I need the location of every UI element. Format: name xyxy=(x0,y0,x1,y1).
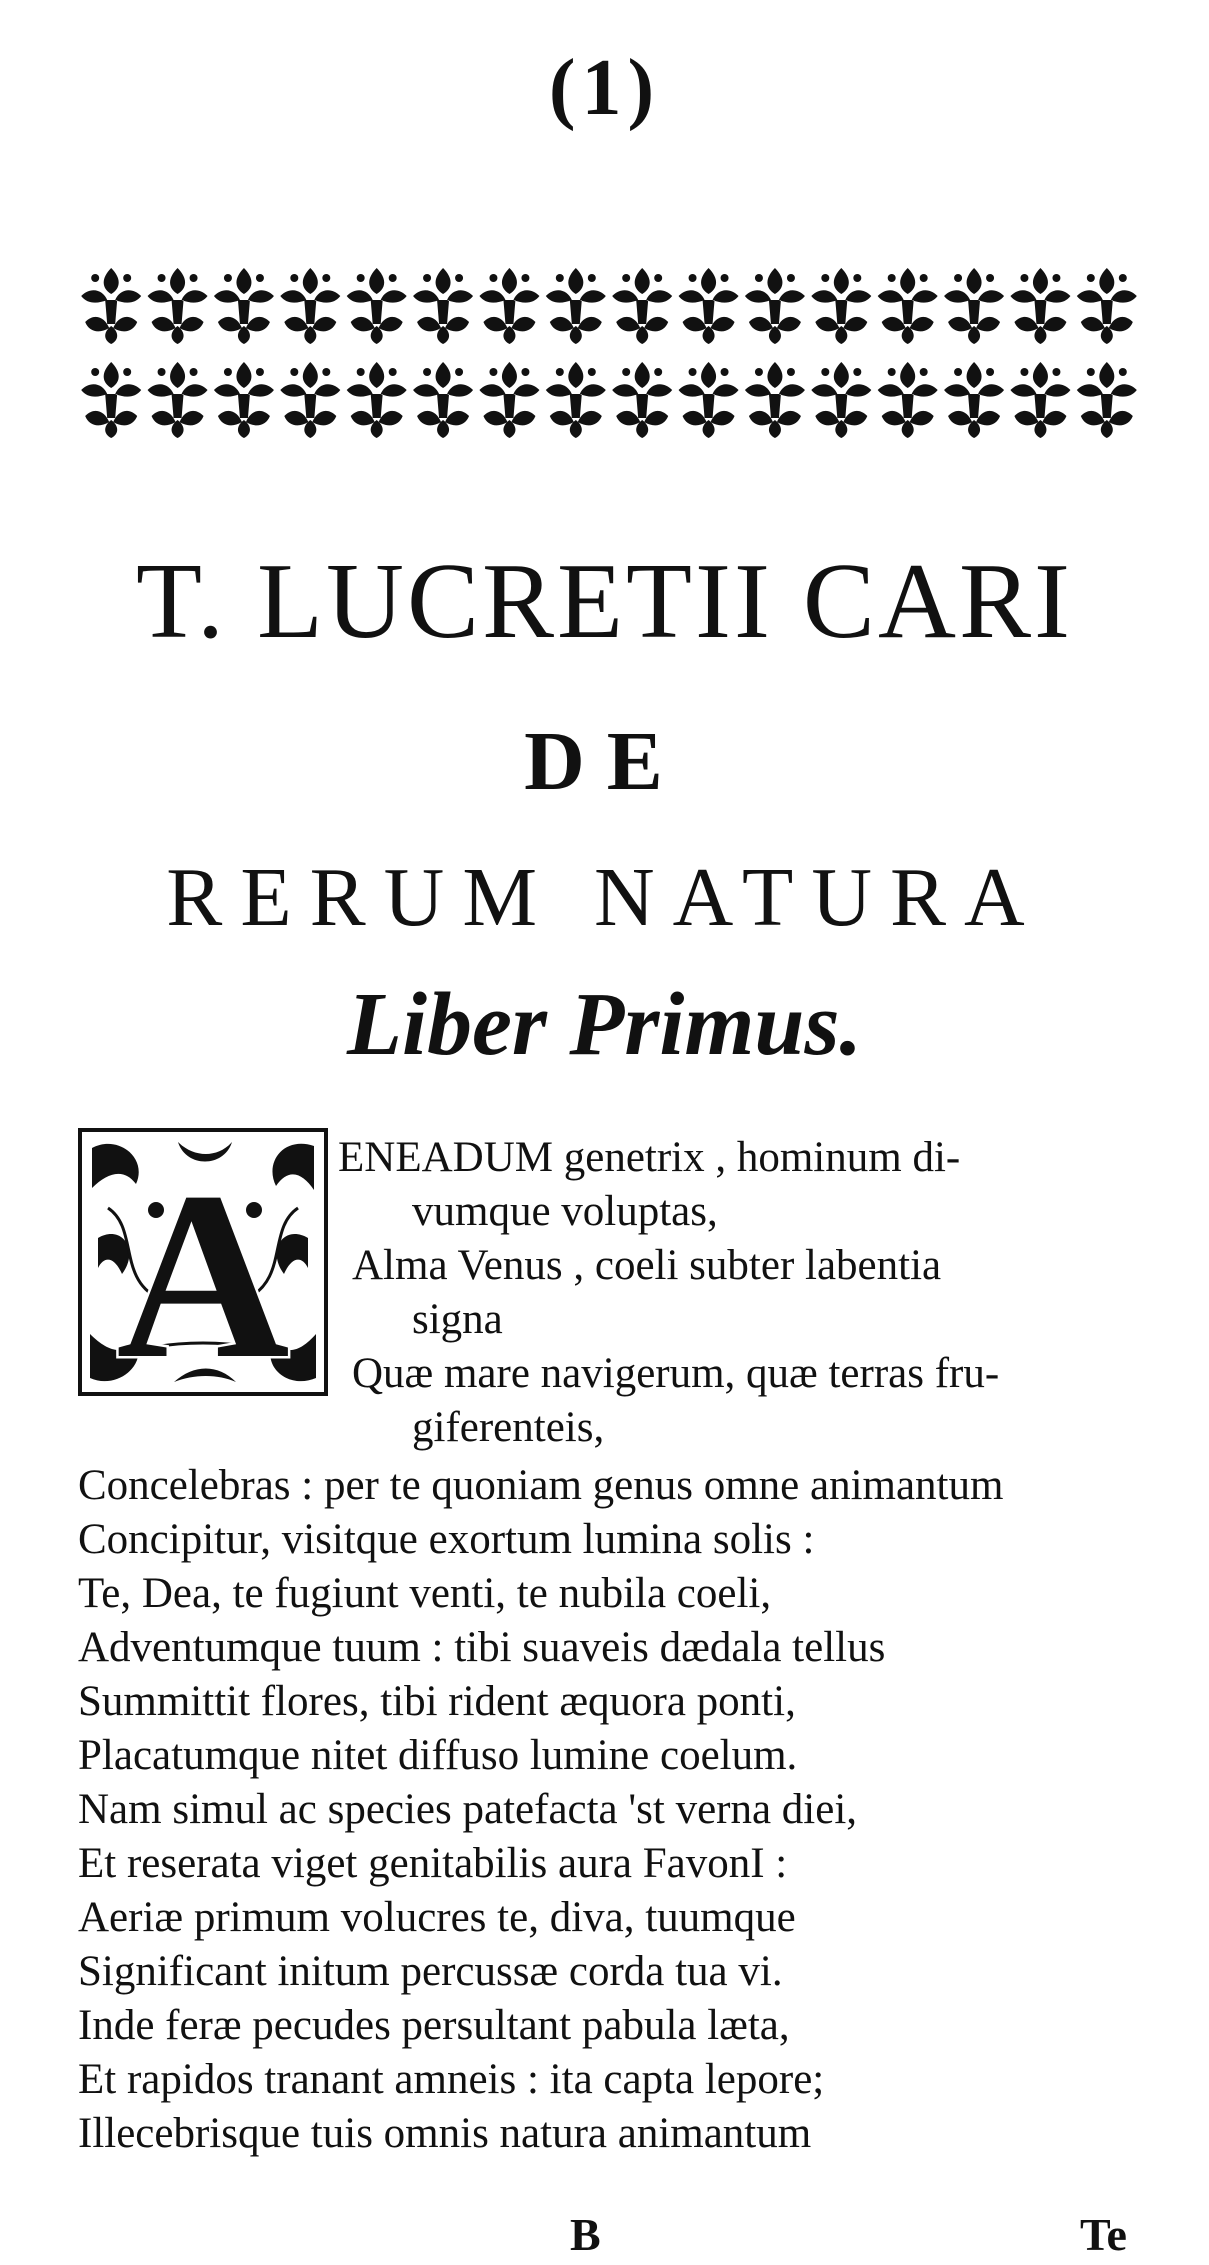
fleuron-icon xyxy=(546,268,606,344)
verse-line: Quæ mare navigerum, quæ terras fru- xyxy=(352,1350,1000,1397)
verse-line: vumque voluptas, xyxy=(412,1188,718,1235)
fleuron-icon xyxy=(148,362,208,438)
fleuron-icon xyxy=(878,268,938,344)
fleuron-icon xyxy=(81,268,141,344)
fleuron-icon xyxy=(280,268,340,344)
fleuron-icon xyxy=(745,268,805,344)
fleuron-icon xyxy=(479,268,539,344)
page-number: (1) xyxy=(548,44,661,132)
verse-line: Alma Venus , coeli subter labentia xyxy=(352,1242,942,1289)
verse-line: Adventumque tuum : tibi suaveis dædala tellus xyxy=(78,1624,886,1671)
verse-line: Illecebrisque tuis omnis natura animantum xyxy=(78,2110,812,2157)
title-de: DE xyxy=(524,715,685,808)
fleuron-icon xyxy=(546,362,606,438)
fleuron-icon xyxy=(413,268,473,344)
fleuron-border-icon xyxy=(78,258,1140,444)
verse-line: Concipitur, visitque exortum lumina solis : xyxy=(78,1516,815,1563)
verse-line: giferenteis, xyxy=(412,1404,605,1451)
decorated-initial-icon xyxy=(78,1128,328,1396)
verse-line: Concelebras : per te quoniam genus omne animantum xyxy=(78,1462,1004,1509)
verse-line: Placatumque nitet diffuso lumine coelum. xyxy=(78,1732,798,1779)
fleuron-icon xyxy=(1077,268,1137,344)
fleuron-icon xyxy=(81,362,141,438)
fleuron-icon xyxy=(214,268,274,344)
fleuron-icon xyxy=(811,268,871,344)
fleuron-icon xyxy=(944,268,1004,344)
fleuron-icon xyxy=(280,362,340,438)
fleuron-icon xyxy=(679,362,739,438)
fleuron-icon xyxy=(944,362,1004,438)
fleuron-icon xyxy=(214,362,274,438)
fleuron-icon xyxy=(347,362,407,438)
verse-line: Aeriæ primum volucres te, diva, tuumque xyxy=(78,1894,796,1941)
fleuron-icon xyxy=(347,268,407,344)
verse-line: Significant initum percussæ corda tua vi. xyxy=(78,1948,783,1995)
fleuron-icon xyxy=(745,362,805,438)
fleuron-icon xyxy=(148,268,208,344)
fleuron-icon xyxy=(1010,362,1070,438)
signature-mark: B xyxy=(570,2209,601,2260)
drop-cap-letter: A xyxy=(116,1142,290,1396)
fleuron-icon xyxy=(1010,268,1070,344)
fleuron-icon xyxy=(413,362,473,438)
fleuron-icon xyxy=(612,362,672,438)
verse-line: Et reserata viget genitabilis aura FavonI : xyxy=(78,1840,788,1887)
catchword: Te xyxy=(1080,2209,1127,2260)
verse-line: ENEADUM genetrix , hominum di- xyxy=(338,1134,961,1181)
verse-line: Et rapidos tranant amneis : ita capta lepore; xyxy=(78,2056,825,2103)
fleuron-icon xyxy=(679,268,739,344)
fleuron-icon xyxy=(612,268,672,344)
verse-line: Inde feræ pecudes persultant pabula læta, xyxy=(78,2002,790,2049)
verse-line: signa xyxy=(412,1296,503,1343)
fleuron-icon xyxy=(1077,362,1137,438)
fleuron-icon xyxy=(878,362,938,438)
verse-line: Nam simul ac species patefacta 'st verna diei, xyxy=(78,1786,858,1833)
book-heading: Liber Primus. xyxy=(346,975,863,1074)
work-title: RERUM NATURA xyxy=(166,851,1043,944)
verse-line: Te, Dea, te fugiunt venti, te nubila coeli, xyxy=(78,1570,772,1617)
author-title: T. LUCRETII CARI xyxy=(136,542,1073,661)
verse-line: Summittit flores, tibi rident æquora ponti, xyxy=(78,1678,796,1725)
fleuron-icon xyxy=(811,362,871,438)
fleuron-icon xyxy=(479,362,539,438)
